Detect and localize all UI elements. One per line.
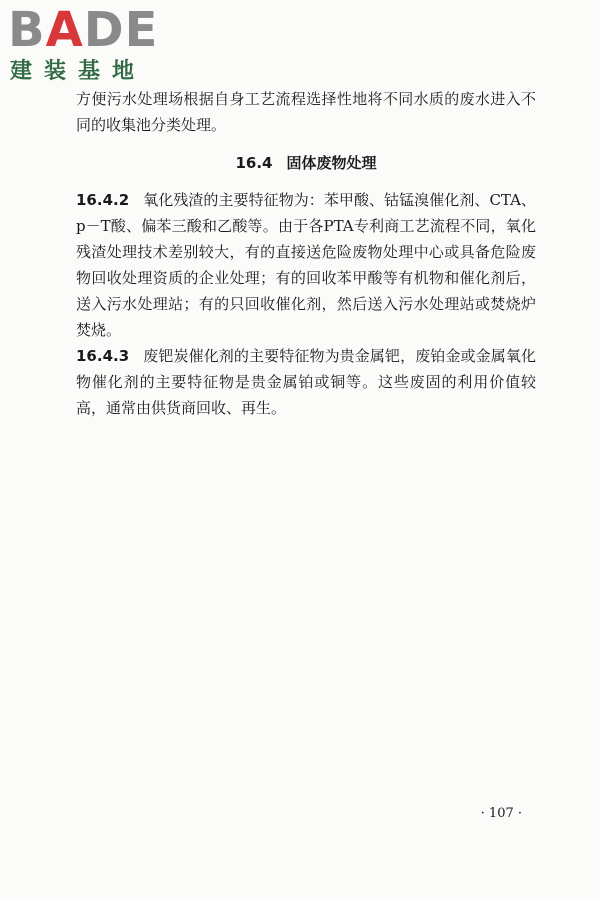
clause-text: 氧化残渣的主要特征物为：苯甲酸、钴锰溴催化剂、CTA、p－T酸、偏苯三酸和乙酸等。由于各PTA专利商工艺流程不同，氧化残渣处理技术差别较大，有的直接送危险废物处理中心或具备危险废物回收处理资质的企业处理；有的回收苯甲酸等有机物和催化剂后，送入污水处理站；有的只回收催化剂，然后送入污水处理站或焚烧炉焚烧。 — [76, 191, 536, 339]
logo-subtitle: 建装基地 — [10, 59, 147, 84]
clause-number: 16.4.2 — [76, 191, 130, 209]
logo-letters-de: DE — [83, 2, 159, 58]
page-number: · 107 · — [480, 806, 522, 821]
bade-logo — [8, 4, 178, 88]
clause-16-4-2 — [76, 187, 536, 343]
logo-letter-b: B — [8, 2, 46, 58]
logo-letter-a: A — [45, 2, 84, 58]
clause-16-4-3 — [76, 343, 536, 421]
section-heading — [76, 152, 536, 173]
section-title: 固体废物处理 — [286, 154, 377, 172]
document-page — [76, 86, 536, 421]
clause-number: 16.4.3 — [76, 347, 130, 365]
logo-wordmark — [8, 4, 158, 56]
section-number: 16.4 — [235, 154, 273, 172]
clause-text: 废钯炭催化剂的主要特征物为贵金属钯，废铂金或金属氧化物催化剂的主要特征物是贵金属铂或铜等。这些废固的利用价值较高，通常由供货商回收、再生。 — [76, 347, 536, 417]
continuation-paragraph: 方便污水处理场根据自身工艺流程选择性地将不同水质的废水进入不同的收集池分类处理。 — [76, 90, 536, 134]
